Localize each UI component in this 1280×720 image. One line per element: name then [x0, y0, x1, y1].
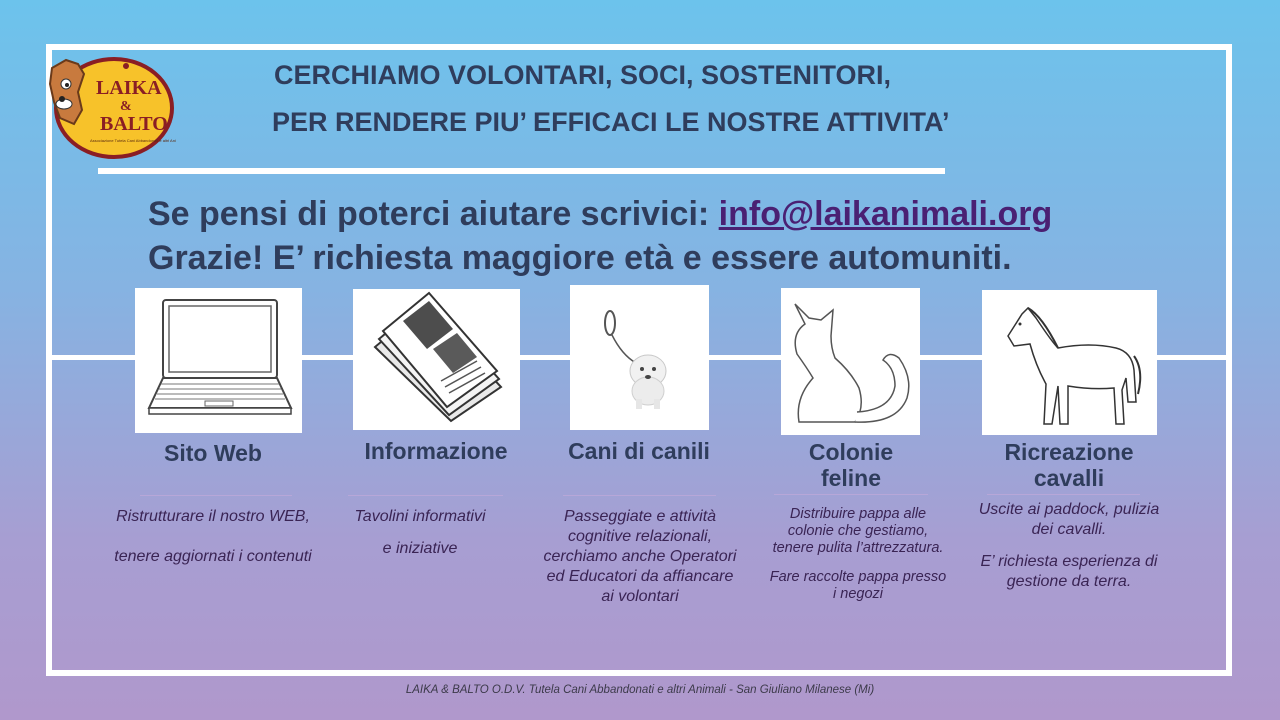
title-cats-1: Colonie	[808, 439, 894, 465]
newspaper-icon	[353, 289, 520, 430]
activity-desc-info	[330, 507, 510, 559]
activity-desc-web	[108, 507, 318, 567]
activity-card-info	[353, 289, 520, 430]
footer-text: LAIKA & BALTO O.D.V. Tutela Cani Abbandonati e altri Animali - San Giuliano Milanese (Mi)	[405, 684, 875, 696]
cat-icon	[781, 288, 920, 435]
separator-web	[140, 495, 292, 496]
activity-title-info: Informazione	[364, 438, 508, 464]
title-horses-2: cavalli	[1033, 465, 1105, 491]
activity-card-web	[135, 288, 302, 433]
activity-title-cats	[766, 439, 936, 491]
headline-line2: PER RENDERE PIU’ EFFICACI LE NOSTRE ATTIVITA’	[272, 107, 950, 137]
dog-mascot-icon	[48, 54, 176, 160]
activity-desc-dogs: Passeggiate e attività cognitive relazionali, cerchiamo anche Operatori ed Educatori da affiancare ai volontari	[543, 508, 737, 605]
desc-info-2: e iniziative	[382, 540, 458, 557]
desc-info-1: Tavolini informativi	[354, 508, 486, 525]
logo-text-laika: LAIKA	[96, 77, 162, 99]
laptop-icon	[135, 288, 302, 433]
separator-horses	[987, 494, 1140, 495]
email-link[interactable]: info@laikanimali.org	[718, 195, 1053, 233]
activity-title-dogs: Cani di canili	[568, 438, 710, 464]
logo-text-balto: BALTO	[100, 113, 168, 135]
activity-card-horses	[982, 290, 1157, 435]
desc-horses-2: E’ richiesta esperienza di gestione da terra.	[980, 553, 1158, 590]
separator-dogs	[563, 495, 716, 496]
separator-cats	[774, 494, 928, 495]
laika-balto-logo	[48, 54, 176, 160]
activity-title-horses	[984, 439, 1154, 491]
activity-desc-cats	[768, 506, 948, 603]
desc-cats-2: Fare raccolte pappa presso i negozi	[769, 569, 947, 602]
activity-card-cats	[781, 288, 920, 435]
horse-icon	[982, 290, 1157, 435]
cta-line2: Grazie! E’ richiesta maggiore età e essere automuniti.	[148, 239, 1012, 277]
title-cats-2: feline	[820, 465, 882, 491]
desc-cats-1: Distribuire pappa alle colonie che gestiamo, tenere pulita l’attrezzatura.	[772, 506, 944, 556]
dog-leash-icon	[570, 285, 709, 430]
cta-line1	[148, 195, 1052, 234]
cta-prefix: Se pensi di poterci aiutare scrivici:	[148, 195, 719, 233]
title-horses-1: Ricreazione	[1004, 439, 1134, 465]
headline-line1: CERCHIAMO VOLONTARI, SOCI, SOSTENITORI,	[274, 60, 892, 90]
desc-web-2: tenere aggiornati i contenuti	[114, 548, 312, 565]
activity-desc-horses	[968, 500, 1170, 592]
desc-horses-1: Uscite ai paddock, pulizia dei cavalli.	[978, 501, 1160, 538]
separator-info	[348, 495, 503, 496]
logo-text-amp: &	[120, 99, 132, 114]
activity-card-dogs	[570, 285, 709, 430]
desc-web-1: Ristrutturare il nostro WEB,	[116, 508, 310, 525]
logo-caption: Associazione Tutela Cani Abbandonati e altri Animali	[90, 138, 176, 143]
activity-title-web: Sito Web	[164, 440, 262, 466]
headline-underline	[98, 168, 945, 174]
